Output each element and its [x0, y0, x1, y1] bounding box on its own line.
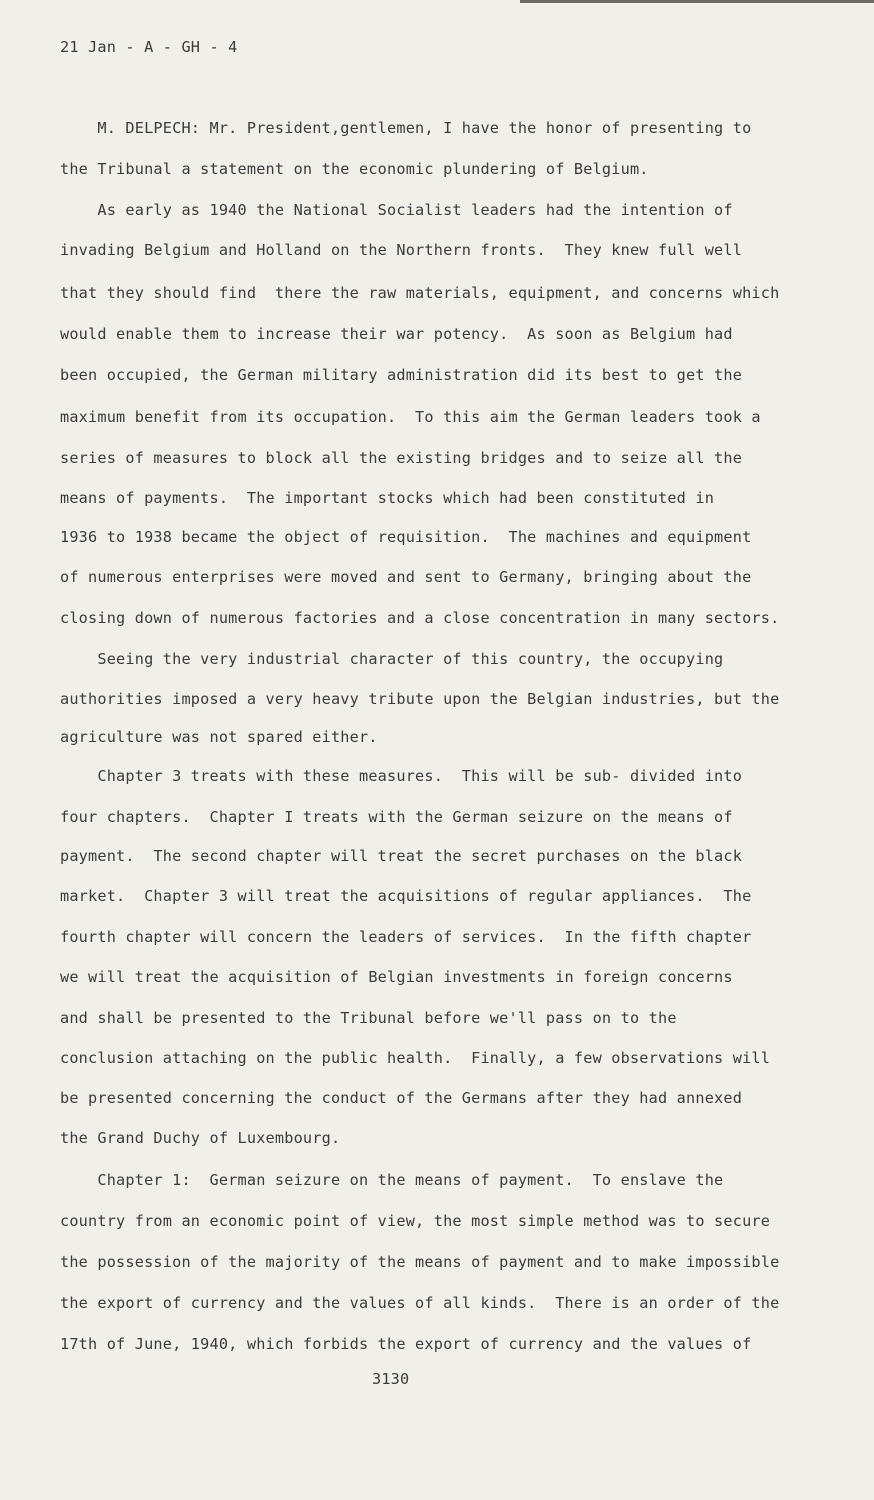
text-line: closing down of numerous factories and a close concentration in many sectors. [60, 609, 780, 627]
text-line: we will treat the acquisition of Belgian investments in foreign concerns [60, 968, 733, 986]
text-line: would enable them to increase their war potency. As soon as Belgium had [60, 325, 733, 343]
page-number: 3130 [372, 1370, 410, 1388]
text-line: invading Belgium and Holland on the Northern fronts. They knew full well [60, 241, 743, 259]
text-line: conclusion attaching on the public health. Finally, a few observations will [60, 1049, 771, 1067]
text-line: authorities imposed a very heavy tribute upon the Belgian industries, but the [60, 690, 780, 708]
text-line: series of measures to block all the existing bridges and to seize all the [60, 449, 743, 467]
page-header: 21 Jan - A - GH - 4 [60, 38, 238, 56]
text-line: payment. The second chapter will treat the secret purchases on the black [60, 847, 743, 865]
text-line: As early as 1940 the National Socialist leaders had the intention of [60, 201, 733, 219]
text-line: be presented concerning the conduct of the Germans after they had annexed [60, 1089, 743, 1107]
text-line: 17th of June, 1940, which forbids the export of currency and the values of [60, 1335, 752, 1353]
top-edge-rule [520, 0, 874, 3]
text-line: Seeing the very industrial character of this country, the occupying [60, 650, 724, 668]
text-line: the Grand Duchy of Luxembourg. [60, 1129, 341, 1147]
text-line: Chapter 1: German seizure on the means of payment. To enslave the [60, 1171, 724, 1189]
text-line: country from an economic point of view, the most simple method was to secure [60, 1212, 771, 1230]
text-line: the export of currency and the values of all kinds. There is an order of the [60, 1294, 780, 1312]
text-line: been occupied, the German military administration did its best to get the [60, 366, 743, 384]
text-line: that they should find there the raw materials, equipment, and concerns which [60, 284, 780, 302]
text-line: and shall be presented to the Tribunal before we'll pass on to the [60, 1009, 677, 1027]
text-line: fourth chapter will concern the leaders of services. In the fifth chapter [60, 928, 752, 946]
text-line: M. DELPECH: Mr. President,gentlemen, I have the honor of presenting to [60, 119, 752, 137]
text-line: agriculture was not spared either. [60, 728, 378, 746]
text-line: maximum benefit from its occupation. To this aim the German leaders took a [60, 408, 761, 426]
text-line: of numerous enterprises were moved and sent to Germany, bringing about the [60, 568, 752, 586]
text-line: means of payments. The important stocks which had been constituted in [60, 489, 715, 507]
text-line: the possession of the majority of the means of payment and to make impossible [60, 1253, 780, 1271]
text-line: four chapters. Chapter I treats with the German seizure on the means of [60, 808, 733, 826]
text-line: market. Chapter 3 will treat the acquisitions of regular appliances. The [60, 887, 752, 905]
text-line: 1936 to 1938 became the object of requisition. The machines and equipment [60, 528, 752, 546]
text-line: Chapter 3 treats with these measures. This will be sub- divided into [60, 767, 743, 785]
text-line: the Tribunal a statement on the economic plundering of Belgium. [60, 160, 649, 178]
